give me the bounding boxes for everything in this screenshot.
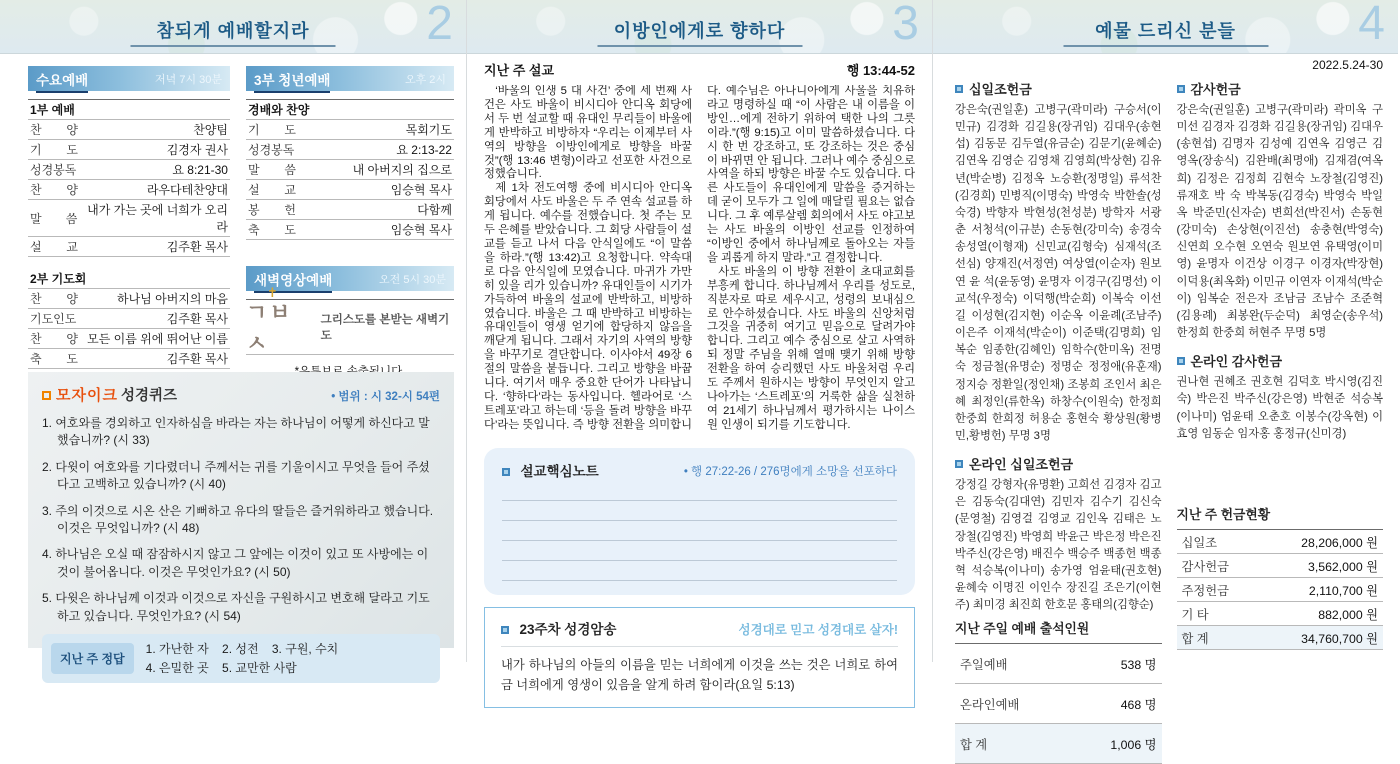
youth-worship-table <box>246 66 454 392</box>
page-3 <box>466 0 932 692</box>
section-row <box>28 269 230 289</box>
row-value: 목회기도 <box>405 123 452 137</box>
table-row <box>28 237 230 257</box>
mosaic-square-icon <box>42 391 51 400</box>
row-value: 882,000 원 <box>1318 607 1378 622</box>
header-band <box>0 0 466 54</box>
note-ruled-line <box>502 481 897 501</box>
sermon-kicker: 지난 주 설교 <box>484 63 555 78</box>
offering-table-block <box>1177 504 1384 650</box>
table-row <box>28 349 230 369</box>
row-label: 십일조 <box>1181 535 1218 550</box>
row-label: 주일예배 <box>960 657 1008 672</box>
thanks-title: 감사헌금 <box>1190 82 1241 97</box>
memory-title-group <box>501 618 616 639</box>
row-value: 김주환 목사 <box>166 240 228 254</box>
quiz-question: 4. 하나님은 오실 때 잠잠하시지 않고 그 앞에는 이것이 있고 또 사방에는 이것이 불어옵니다. 이것은 무엇인가요? (시 50) <box>42 547 429 579</box>
table-row <box>28 200 230 237</box>
row-value: 2,110,700 원 <box>1308 583 1378 598</box>
table-row <box>28 289 230 309</box>
table-row <box>246 220 454 240</box>
thanks-name-list: 강은숙(권일훈) 고병구(곽미라) 곽미옥 구미선 김경자 김경화 김길용(장귀임) 김대우(송현섭) 김명자 김성예 김연옥 김영근 김영옥(장송식) 김완배(최명애) 김재겸(여옥희) 김정은 김정희 김현숙 노장철(김영진) 류재호 박 숙 박복동(김경숙) 박영숙 박일옥 박준민(신자순) 변희선(박진서) 손동현(강미숙) 손상현(이진선) 송충현(박영숙) 신연희 오수현 오연숙 원보연 유택영(이미영) 윤명자 이건상 이경구 이경자(박장현) 이덕용(최옥화) 이민규 이연자 이재석(박순이) 임복순 전은자 조남금 조남수 조준혁(김용례) 최봉완(두순덕) 최영순(송우석) 한정희 한중희 허현주 무명 5명 <box>1176 104 1383 340</box>
table-row <box>1177 578 1384 602</box>
offering-table <box>1177 529 1384 650</box>
row-label: 기 도 <box>30 143 78 157</box>
row-value: 라우다테찬양대 <box>146 183 228 197</box>
note-ruled-line <box>502 521 897 541</box>
table-row <box>246 120 454 140</box>
page-4 <box>932 0 1398 752</box>
row-label: 말 씀 <box>248 163 296 177</box>
table-time: 저녁 7시 30분 <box>155 73 222 86</box>
answers-label: 지난 주 정답 <box>51 643 134 674</box>
wednesday-worship-table <box>28 66 230 392</box>
table-row <box>246 200 454 220</box>
row-label: 합 계 <box>1181 631 1209 646</box>
thanksgiving-column <box>1177 74 1384 650</box>
row-label: 감사헌금 <box>1181 559 1230 574</box>
square-bullet-icon <box>501 626 509 634</box>
quiz-question: 3. 주의 이것으로 시온 산은 기뻐하고 유다의 딸들은 즐거워하라고 했습니다. 이것은 무엇입니까? (시 48) <box>42 503 434 535</box>
section-label: 경배와 찬양 <box>248 103 310 117</box>
note-reference: • 행 27:22-26 / 276명에게 소망을 선포하다 <box>683 465 897 478</box>
attendance-table <box>955 643 1162 764</box>
row-value: 내가 가는 곳에 너희가 오리라 <box>87 203 228 234</box>
row-label: 성경봉독 <box>248 143 295 157</box>
sermon-header <box>484 60 915 79</box>
table-time: 오후 2시 <box>404 73 446 86</box>
sermon-note-box <box>484 448 915 595</box>
sermon-text <box>484 85 915 437</box>
square-bullet-icon <box>955 85 963 93</box>
quiz-question: 1. 여호와를 경외하고 인자하심을 바라는 자는 하나님이 어떻게 하신다고 말했습니까? (시 33) <box>42 416 430 448</box>
last-week-answers <box>42 634 440 683</box>
page2-columns <box>28 66 454 392</box>
table-row <box>28 309 230 329</box>
row-value: 임승혁 목사 <box>390 223 452 237</box>
memory-box-title: 23주차 성경암송 <box>519 622 617 637</box>
page-2 <box>0 0 466 675</box>
page-number: 4 <box>1358 0 1385 50</box>
note-ruled-line <box>502 541 897 561</box>
row-label: 성경봉독 <box>30 163 77 177</box>
note-ruled-line <box>502 501 897 521</box>
note-ruled-line <box>502 561 897 581</box>
table-name: 수요예배 <box>36 69 88 93</box>
table-row <box>246 180 454 200</box>
answers-line2: 4. 은밀한 곳 5. 교만한 사람 <box>145 660 297 675</box>
row-value: 임승혁 목사 <box>390 183 452 197</box>
online-thanks-name-list: 권나현 권혜조 권호현 김덕호 박시영(김진숙) 박은진 박주신(강은영) 박현준 석승복(이나미) 엄윤태 오춘호 이봉수(강옥현) 이효영 임동순 임자홍 홍정규(신미경) <box>1176 376 1383 440</box>
section-row <box>28 100 230 120</box>
youth-rows <box>246 99 454 240</box>
table-row <box>28 120 230 140</box>
row-label: 축 도 <box>30 352 78 366</box>
dawn-logo-text: 그리스도를 본받는 새벽기도 <box>320 314 450 342</box>
table-total-row <box>955 724 1162 764</box>
row-value: 3,562,000 원 <box>1307 559 1378 574</box>
row-label: 말 씀 <box>30 211 78 226</box>
quiz-question: 5. 다윗은 하나님께 이것과 이것으로 자신을 구원하시고 변호해 달라고 기도하고 있습니다. 무엇인가요? (시 54) <box>42 591 430 623</box>
wednesday-part1-rows <box>28 99 230 257</box>
page-title: 이방인에게로 향하다 <box>613 21 786 41</box>
sermon-section <box>484 60 915 708</box>
quiz-title: 성경퀴즈 <box>120 388 177 404</box>
quiz-header <box>42 384 440 405</box>
table-row <box>28 180 230 200</box>
row-value: 김주환 목사 <box>166 312 228 326</box>
online-tithe-name-list: 강정길 강형자(유명환) 고희선 김경자 김고은 김동숙(김대연) 김민자 김수기 김신숙(문영철) 김영걸 김영교 김인옥 김태은 노장철(김영진) 박영희 박윤근 박은정 박은진 박주신(강은영) 배진수 백승주 백종헌 백종혁 석승복(이나미) 송가영 엄윤태(권호현) 윤혜숙 이명진 이인수 장진길 조은기(이현주) 최미경 최진희 한호문 홍태의(김향순) <box>955 479 1162 612</box>
answers-line1: 1. 가난한 자 2. 성전 3. 구원, 수치 <box>145 641 339 656</box>
title-underline <box>597 45 802 47</box>
table-name: 3부 청년예배 <box>254 69 330 93</box>
quiz-question: 2. 다윗이 여호와를 기다렸더니 주께서는 귀를 기울이시고 무엇을 들어 주셨다고 고백하고 있습니까? (시 40) <box>42 459 430 492</box>
table-row <box>1177 602 1384 626</box>
row-value: 1,006 명 <box>1110 737 1157 752</box>
table-row <box>955 644 1162 684</box>
memory-box-header <box>501 618 898 647</box>
row-value: 하나님 아버지의 마음 <box>117 292 228 306</box>
gbs-logo <box>246 285 313 358</box>
attendance-title: 지난 주일 예배 출석인원 <box>955 621 1090 637</box>
sermon-paragraph: 제 1차 전도여행 중에 비시디아 안디옥 회당에서 사도 바울은 두 주 연속 설교를 하게 됩니다. 예수를 전했습니다. 첫 주는 모두 은혜를 받았습니다. 그 회당 사람들이 설교를 듣고 나서 다음 안식일에도 “이 말씀을 하라.”(행 13:42)고 요청합니다. 약속대로 다음 안식일에 모였습니다. 마귀가 가만히 있을 리가 있습니까? 유대인들이 시기가 가득하여 바울의 설교에 반박하고, 비방하였습니다. 바울은 그 때 반박하고 비방하는 유대인들이 영생 얻기에 합당하지 않음을 깨닫게 됩니다. 그래서 자기의 사역의 방향을 바꾸기로 결단합니다. 이사야서 49장 6절의 말씀을 붙듭니다. 그리고 방향을 바꿉니다. 여기서 매우 중요한 단어가 나타납니다. ‘향하다’라는 동사입니다. 헬라어로 ‘스트레포’라고 하는데 ‘등을 돌려 방향을 바꾸다’라는 뜻입니다. 즉 방향 전환을 의미합니다. 예수님은 아나니아에게 사울을 치유하라고 명령하실 때 “이 사람은 내 이름을 이방인…에게 전하기 위하여 택한 나의 그릇이라.”(행 9:15)고 이미 말씀하셨습니다. 다시 한 번 강조하고, 또 강조하는 것은 중심이 바뀌면 안 됩니다. 그러나 예수 중심으로 사역을 하되 방향은 바꿀 수도 있습니다. 다른 사도들이 유대인에게 말씀을 증거하는데 굳이 모두가 그 일에 매달릴 필요는 없습니다. 그 후 예루살렘 회의에서 사도 야고보는 사도 바울의 이방인 선교를 인정하여 “이방인 중에서 하나님께로 돌아오는 자들을 괴롭게 하지 말라.”고 결정합니다. <box>484 85 915 431</box>
row-value: 34,760,700 원 <box>1301 631 1378 646</box>
online-tithe-title-row <box>955 454 1162 473</box>
table-header-bar <box>28 66 230 91</box>
quiz-brand: 모자이크 <box>56 387 118 404</box>
tithe-title: 십일조헌금 <box>969 82 1032 97</box>
section-row <box>246 100 454 120</box>
title-underline <box>131 45 336 47</box>
online-thanks-title: 온라인 감사헌금 <box>1190 354 1283 370</box>
row-value: 538 명 <box>1120 657 1157 672</box>
row-value: 28,206,000 원 <box>1301 535 1378 550</box>
table-header-bar <box>246 66 454 91</box>
row-label: 온라인예배 <box>960 697 1020 712</box>
row-value: 요 2:13-22 <box>396 143 452 157</box>
row-label: 설 교 <box>248 183 296 197</box>
header-band <box>467 0 932 54</box>
gbs-initials: ㄱㅂㅅ <box>246 300 293 356</box>
row-label: 기 타 <box>1181 607 1209 622</box>
dawn-prayer-logo <box>246 285 454 356</box>
row-label: 주정헌금 <box>1181 583 1230 598</box>
cross-icon: ✝ <box>267 285 278 300</box>
row-value: 다함께 <box>417 203 452 217</box>
header-band <box>933 0 1398 54</box>
section-label: 2부 기도회 <box>30 272 87 286</box>
row-label: 축 도 <box>248 223 296 237</box>
page-title: 예물 드리신 분들 <box>1095 21 1236 41</box>
table-row <box>28 329 230 349</box>
tithe-column <box>955 74 1162 752</box>
row-label: 봉 헌 <box>248 203 296 217</box>
online-tithe-title: 온라인 십일조헌금 <box>969 457 1074 473</box>
memory-verse-box <box>484 607 915 708</box>
online-thanks-title-row <box>1177 351 1384 370</box>
page-title: 참되게 예배할지라 <box>156 21 310 41</box>
row-value: 김주환 목사 <box>166 352 228 366</box>
title-underline <box>1063 45 1268 47</box>
sermon-paragraph: ‘바울의 인생 5 대 사건’ 중에 세 번째 사건은 사도 바울이 비시디아 안디옥 회당에서 두 번 설교할 때 유대인 무리들이 바울에게 반박하고 비방하자 “우리는 이제부터 사역의 방향을 이방인에게로 방향을 바꿀 것”(행 13:46 변형)이라고 선포한 사건으로 정했습니다. <box>484 85 692 181</box>
table-row <box>28 140 230 160</box>
sermon-paragraph: 사도 바울의 이 방향 전환이 초대교회를 부흥케 합니다. 하나님께서 우리를 성도로, 직분자로 따로 세우시고, 성령의 보내심으로 안수하셨습니다. 사도 바울의 신앙처럼 그것을 귀중히 여기고 믿음으로 달려가야 합니다. 그리고 예수 중심으로 살고 사역하되 정말 주님을 위해 열매 맺기 위해 방향 전환을 하여 승리했던 사도 바울처럼 우리도 주께서 원하시는 방향이 무엇인지 알고 나아가는 ‘스트레포’의 거룩한 삶을 실천하여 21세기 하나님께서 평가하시는 나이스 원 인생이 되기를 기도합니다. <box>707 265 915 431</box>
offering-date-range: 2022.5.24-30 <box>1312 58 1383 72</box>
row-value: 김경자 권사 <box>166 143 228 157</box>
quiz-range: • 범위 : 시 32-시 54편 <box>331 391 440 403</box>
page-number: 2 <box>426 0 453 50</box>
table-row <box>28 160 230 180</box>
row-value: 468 명 <box>1120 697 1157 712</box>
table-row <box>1177 554 1384 578</box>
table-row <box>246 160 454 180</box>
table-name: 새벽영상예배 <box>254 269 332 293</box>
tithe-title-row <box>955 79 1162 98</box>
table-time: 오전 5시 30분 <box>379 273 446 286</box>
note-box-title: 설교핵심노트 <box>520 464 599 479</box>
row-value: 요 8:21-30 <box>172 163 228 177</box>
offering-columns <box>955 74 1383 752</box>
row-label: 찬 양 <box>30 183 78 197</box>
square-bullet-icon <box>955 460 963 468</box>
table-total-row <box>1177 626 1384 650</box>
table-row <box>1177 530 1384 554</box>
tithe-name-list: 강은숙(권일훈) 고병구(곽미라) 구승서(이민규) 김경화 김길용(장귀임) 김대우(송현섭) 김동문 김두열(유금순) 김문기(윤혜순) 김연옥 김영순 김영채 김영희(박상현) 김유년(박순병) 김정옥 노승환(정명일) 류석찬(김경희) 민병직(이명숙) 박영숙 박한솔(성숙경) 박향자 박현성(천성분) 방학자 서광춘 서청석(이규분) 손동현(강미숙) 송경숙 송성열(이형재) 신민교(김형숙) 심재석(조선심) 양재진(서정연) 여상열(이순자) 원보연 윤 석(윤동영) 윤명자 이경구(김명선) 이교석(우정숙) 이덕행(박순희) 이복숙 이선길 이성현(김지현) 이순옥 이윤례(조남주) 이은주 이재석(박순이) 이준택(김명희) 임복순 임종한(김혜인) 임학수(한미옥) 전명숙 정금철(유명순) 정명순 정정애(유훈재) 정지승 정환일(정인채) 조봉희 조인서 최은혜 최정인(류한옥) 하창수(이원숙) 한정희 한중희 한희정 허용순 홍현숙 황상원(황병민,황병헌) 무명 3명 <box>955 104 1162 442</box>
answers-text <box>146 640 339 677</box>
quiz-title-group <box>42 384 177 405</box>
row-label: 합 계 <box>960 737 988 752</box>
wednesday-part2-rows <box>28 269 230 369</box>
square-bullet-icon <box>502 468 510 476</box>
row-label: 기도인도 <box>30 312 77 326</box>
page-number: 3 <box>892 0 919 50</box>
row-value: 모든 이름 위에 뛰어난 이름 <box>87 332 228 346</box>
note-title-group <box>502 460 599 481</box>
table-row <box>246 140 454 160</box>
sermon-scripture: 행 13:44-52 <box>846 63 915 78</box>
table-row <box>955 684 1162 724</box>
memory-slogan: 성경대로 믿고 성경대로 살자! <box>738 622 898 637</box>
offering-section <box>955 58 1383 752</box>
row-value: 내 아버지의 집으로 <box>352 163 452 177</box>
row-value: 찬양팀 <box>193 123 228 137</box>
row-label: 설 교 <box>30 240 78 254</box>
note-box-header <box>502 460 897 481</box>
square-bullet-icon <box>1177 85 1185 93</box>
row-label: 찬 양 <box>30 292 78 306</box>
memory-verse-text: 내가 하나님의 아들의 이름을 믿는 너희에게 이것을 쓰는 것은 너희로 하여금 너희에게 영생이 있음을 알게 하려 함이라(요일 5:13) <box>501 658 898 692</box>
square-bullet-icon <box>1177 357 1185 365</box>
offering-title: 지난 주 헌금현황 <box>1176 507 1271 522</box>
section-label: 1부 예배 <box>30 103 75 117</box>
bible-quiz-box <box>28 372 454 675</box>
thanks-title-row <box>1177 79 1384 98</box>
attendance-table-block <box>955 618 1162 764</box>
row-label: 찬 양 <box>30 123 78 137</box>
row-label: 기 도 <box>248 123 296 137</box>
row-label: 찬 양 <box>30 332 78 346</box>
